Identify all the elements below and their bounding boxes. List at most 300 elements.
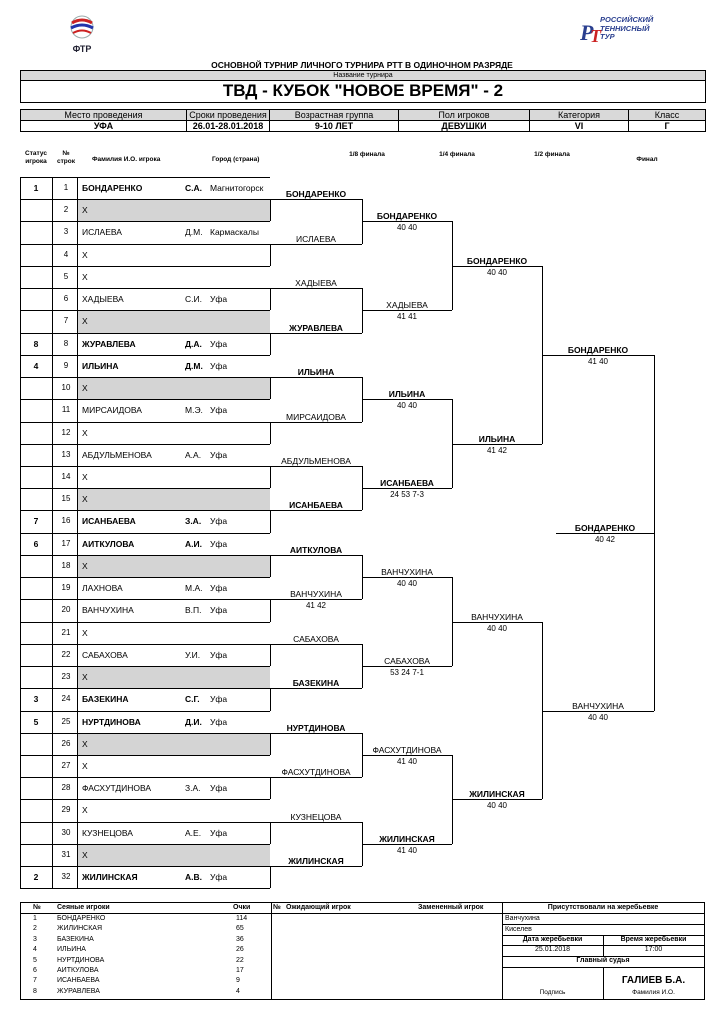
player-line-number: 18 (61, 560, 71, 570)
seed-name: ИЛЬИНА (57, 946, 86, 954)
bracket-line (452, 444, 542, 445)
player-status: 2 (33, 872, 39, 883)
seed-name: АИТКУЛОВА (57, 967, 99, 974)
row-line (77, 777, 270, 778)
bracket-line (452, 622, 542, 623)
tournament-subtitle: ОСНОВНОЙ ТУРНИР ЛИЧНОГО ТУРНИРА РТТ В ОДИНОЧНОМ РАЗРЯДЕ (211, 60, 513, 70)
qf-winner-name: ЖИЛИНСКАЯ (379, 833, 435, 844)
bracket-line (270, 422, 362, 423)
draw-date-header: Дата жеребьевки (522, 936, 583, 943)
player-name: Х (82, 672, 88, 683)
row-line (20, 177, 270, 178)
bracket-connector (270, 422, 271, 444)
player-line-number: 2 (63, 205, 69, 215)
meta-gender-header: Пол игроков (399, 110, 530, 121)
r16-winner-name: ИЛЬИНА (297, 367, 335, 378)
seeds-num-header: № (33, 904, 41, 911)
player-line-number: 7 (63, 316, 69, 326)
sf-winner-name: ВАНЧУХИНА (471, 611, 523, 622)
row-line (20, 822, 77, 823)
player-initials: А.И. (185, 538, 202, 549)
player-initials: М.А. (185, 583, 203, 594)
row-line (20, 711, 270, 712)
player-line-number: 25 (61, 716, 71, 726)
row-line (20, 888, 270, 889)
player-line-number: 23 (61, 672, 71, 682)
seed-number: 1 (33, 915, 37, 922)
row-line (20, 733, 77, 734)
player-name: НУРТДИНОВА (82, 716, 141, 727)
draw-panel (502, 902, 705, 1000)
row-line (20, 333, 77, 334)
row-line (20, 622, 270, 623)
draw-date-value: 25.01.2018 (534, 946, 571, 953)
meta-category-value: VI (530, 121, 629, 132)
sf-winner-name: ЖИЛИНСКАЯ (469, 789, 525, 800)
player-line-number: 32 (61, 872, 71, 882)
player-initials: С.Г. (185, 694, 200, 705)
seed-number: 3 (33, 935, 37, 943)
qf-winner-name: ВАНЧУХИНА (381, 567, 433, 578)
seed-points: 22 (236, 956, 244, 964)
meta-category-header: Категория (530, 110, 629, 121)
meta-class-value: Г (629, 121, 706, 132)
player-initials: У.И. (185, 649, 201, 660)
ftr-logo (62, 14, 102, 54)
row-line (77, 244, 270, 245)
bracket-line (270, 866, 362, 867)
bye-shade (77, 667, 270, 688)
bracket-line (452, 799, 542, 800)
seed-name: НУРТДИНОВА (57, 956, 105, 964)
seed-points: 65 (236, 925, 244, 933)
qf-score: 53 24 7-1 (390, 668, 424, 678)
player-name: Х (82, 560, 88, 571)
player-status: 8 (33, 338, 39, 349)
row-line (77, 466, 270, 467)
player-line-number: 8 (63, 338, 69, 348)
rtt-logo-line-3: ТУР (600, 32, 615, 41)
seeds-points-header: Очки (233, 904, 251, 911)
meta-age-value: 9-10 ЛЕТ (270, 121, 399, 132)
bracket-line (270, 822, 362, 823)
row-line (77, 510, 270, 511)
r16-winner-name: БОНДАРЕНКО (285, 189, 347, 200)
player-name: Х (82, 205, 88, 216)
player-name: ФАСХУТДИНОВА (82, 783, 152, 794)
ftr-ball-icon (62, 14, 102, 40)
meta-gender-value: ДЕВУШКИ (399, 121, 530, 132)
final-winner-name: ВАНЧУХИНА (572, 700, 624, 711)
bracket-line (270, 599, 362, 600)
col-name-header: Фамилия И.О. игрока (92, 156, 161, 163)
r16-winner-name: ВАНЧУХИНА (290, 589, 342, 600)
qf-winner-name: ФАСХУТДИНОВА (372, 744, 442, 755)
row-line (20, 599, 77, 600)
player-initials: Д.М. (185, 360, 203, 371)
draw-present-1: Ванчухина (505, 915, 540, 922)
meta-place-value: УФА (21, 121, 187, 132)
row-line (20, 644, 77, 645)
r16-winner-name: МИРСАИДОВА (286, 411, 346, 422)
meta-age-header: Возрастная группа (270, 110, 399, 121)
seed-number: 4 (33, 946, 37, 954)
final-winner-name: БОНДАРЕНКО (567, 344, 629, 355)
bracket-line (270, 644, 362, 645)
row-line (77, 422, 270, 423)
row-line (77, 822, 270, 823)
seed-number: 5 (33, 956, 37, 964)
player-city: Уфа (210, 827, 228, 838)
player-city: Уфа (210, 338, 228, 349)
player-line-number: 28 (61, 783, 71, 793)
seed-name: ЖИЛИНСКАЯ (57, 925, 103, 933)
row-line (20, 244, 77, 245)
seed-name: БАЗЕКИНА (57, 935, 94, 943)
row-line (20, 510, 77, 511)
player-city: Уфа (210, 538, 228, 549)
bracket-connector (270, 199, 271, 221)
qf-score: 41 41 (396, 312, 418, 322)
bracket-line (362, 488, 452, 489)
bracket-line (270, 377, 362, 378)
bracket-line (362, 399, 452, 400)
final-score: 41 40 (587, 356, 609, 366)
seeds-panel (20, 902, 272, 1000)
qf-winner-name: ХАДЫЕВА (386, 300, 428, 311)
ftr-logo-text: ФТР (72, 44, 92, 54)
player-name: ХАДЫЕВА (82, 294, 124, 305)
signature-label: Подпись (539, 989, 566, 996)
row-line (20, 444, 270, 445)
bracket-connector (270, 333, 271, 355)
row-line (20, 466, 77, 467)
bracket-connector (270, 688, 271, 710)
player-line-number: 10 (61, 383, 71, 393)
col-qf-header: 1/4 финала (439, 151, 475, 158)
bracket-line (270, 199, 362, 200)
qf-score: 40 40 (396, 579, 418, 589)
row-line (20, 422, 77, 423)
svg-text:Р: Р (580, 20, 594, 45)
col-num-header: № строк (57, 150, 75, 165)
row-line (77, 333, 270, 334)
player-name: БАЗЕКИНА (82, 694, 129, 705)
bracket-line (270, 244, 362, 245)
grid-line (52, 177, 53, 888)
player-line-number: 9 (63, 360, 69, 370)
player-name: Х (82, 738, 88, 749)
player-name: САБАХОВА (82, 649, 128, 660)
sf-score: 40 40 (486, 623, 508, 633)
bracket-connector (270, 733, 271, 755)
bracket-connector (270, 777, 271, 799)
seed-name: БОНДАРЕНКО (57, 915, 106, 922)
bracket-line (542, 711, 654, 712)
chief-judge-header: Главный судья (576, 957, 630, 964)
bye-shade (77, 734, 270, 755)
player-name: Х (82, 494, 88, 505)
row-line (20, 533, 270, 534)
bracket-line (362, 310, 452, 311)
bracket-line (270, 777, 362, 778)
r16-winner-name: АИТКУЛОВА (289, 544, 343, 555)
bracket-line (362, 221, 452, 222)
player-name: АИТКУЛОВА (82, 538, 135, 549)
meta-dates-header: Сроки проведения (187, 110, 270, 121)
svg-text:Т: Т (590, 26, 601, 46)
sf-score: 40 40 (486, 267, 508, 277)
row-line (77, 866, 270, 867)
player-line-number: 22 (61, 649, 71, 659)
bracket-line (270, 510, 362, 511)
player-status: 6 (33, 538, 39, 549)
row-line (20, 266, 270, 267)
row-line (20, 399, 270, 400)
r16-winner-name: АБДУЛЬМЕНОВА (281, 455, 351, 466)
player-line-number: 5 (63, 271, 69, 281)
player-name: БОНДАРЕНКО (82, 183, 143, 193)
player-name: ИСЛАЕВА (82, 227, 122, 238)
seed-points: 4 (236, 987, 240, 995)
player-line-number: 14 (61, 471, 71, 481)
bracket-connector (270, 555, 271, 577)
player-name: ВАНЧУХИНА (82, 605, 134, 616)
qf-score: 40 40 (396, 401, 418, 411)
qf-score: 24 53 7-3 (390, 490, 424, 500)
seed-number: 7 (33, 977, 37, 985)
qf-winner-name: САБАХОВА (384, 656, 430, 667)
player-city: Уфа (210, 716, 228, 727)
bracket-connector (654, 355, 655, 711)
player-line-number: 19 (61, 583, 71, 593)
player-name: Х (82, 249, 88, 260)
player-line-number: 4 (63, 249, 69, 259)
player-name: Х (82, 849, 88, 860)
bracket-line (362, 755, 452, 756)
bye-shade (77, 311, 270, 332)
player-name: ЛАХНОВА (82, 583, 123, 594)
champion-score: 40 42 (594, 534, 616, 544)
player-city: Магнитогорск (210, 183, 264, 193)
player-name: ЖУРАВЛЕВА (82, 338, 136, 349)
qf-score: 40 40 (396, 223, 418, 233)
row-line (20, 199, 77, 200)
row-line (77, 599, 270, 600)
draw-present-header: Присутствовали на жеребьевке (547, 904, 659, 911)
col-status-header: Статус игрока (25, 150, 47, 165)
row-line (20, 355, 270, 356)
player-line-number: 29 (61, 805, 71, 815)
r16-winner-name: ФАСХУТДИНОВА (281, 767, 351, 778)
final-score: 40 40 (587, 712, 609, 722)
player-city: Уфа (210, 649, 228, 660)
player-initials: Д.А. (185, 338, 202, 349)
player-name: Х (82, 627, 88, 638)
bye-shade (77, 556, 270, 577)
player-status: 7 (33, 516, 39, 527)
player-line-number: 26 (61, 738, 71, 748)
qf-score: 41 40 (396, 845, 418, 855)
col-sf-header: 1/2 финала (534, 151, 570, 158)
qf-winner-name: ИЛЬИНА (388, 389, 426, 400)
player-name: ЖИЛИНСКАЯ (82, 872, 138, 883)
r16-winner-name: ЖИЛИНСКАЯ (288, 856, 344, 867)
bye-shade (77, 845, 270, 866)
rtt-logo-line-1: РОССИЙСКИЙ (600, 15, 654, 24)
bracket-line (362, 577, 452, 578)
player-city: Уфа (210, 783, 228, 794)
player-name: Х (82, 805, 88, 816)
replaced-player-header: Замененный игрок (418, 904, 484, 911)
player-name: Х (82, 316, 88, 327)
player-name: Х (82, 271, 88, 282)
bracket-connector (270, 644, 271, 666)
col-final-header: Финал (636, 156, 658, 163)
player-city: Уфа (210, 405, 228, 416)
r16-winner-name: ИСЛАЕВА (296, 233, 336, 244)
bye-shade (77, 489, 270, 510)
rtt-logo (580, 14, 680, 48)
player-initials: З.А. (185, 516, 202, 527)
seed-points: 17 (236, 967, 244, 974)
player-initials: А.Е. (185, 827, 202, 838)
fio-label: Фамилия И.О. (632, 989, 675, 996)
r16-winner-name: ЖУРАВЛЕВА (289, 322, 343, 333)
player-line-number: 15 (61, 494, 71, 504)
player-status: 3 (33, 694, 39, 705)
player-line-number: 6 (63, 294, 69, 304)
player-initials: М.Э. (185, 405, 203, 416)
seed-name: ЖУРАВЛЕВА (57, 987, 100, 995)
player-line-number: 20 (61, 605, 71, 615)
bye-shade (77, 378, 270, 399)
bracket-connector (270, 822, 271, 844)
bracket-connector (270, 866, 271, 888)
bracket-line (542, 355, 654, 356)
r16-winner-name: ХАДЫЕВА (295, 278, 337, 289)
player-line-number: 17 (61, 538, 71, 548)
r16-winner-name: САБАХОВА (293, 633, 339, 644)
player-city: Уфа (210, 605, 228, 616)
bracket-connector (270, 377, 271, 399)
bracket-line (270, 288, 362, 289)
row-line (20, 755, 270, 756)
seed-number: 2 (33, 925, 37, 933)
r16-winner-name: БАЗЕКИНА (292, 678, 340, 689)
seed-points: 36 (236, 935, 244, 943)
sf-winner-name: БОНДАРЕНКО (466, 255, 528, 266)
player-name: ИЛЬИНА (82, 360, 119, 371)
player-name: Х (82, 760, 88, 771)
sf-winner-name: ИЛЬИНА (478, 433, 516, 444)
player-line-number: 31 (61, 849, 71, 859)
bracket-line (270, 688, 362, 689)
player-initials: Д.И. (185, 716, 202, 727)
tournament-title: ТВД - КУБОК "НОВОЕ ВРЕМЯ" - 2 (20, 80, 706, 103)
player-city: Уфа (210, 872, 228, 883)
bracket-line (452, 266, 542, 267)
draw-present-2: Киселев (505, 926, 532, 933)
player-name: МИРСАИДОВА (82, 405, 142, 416)
col-r16-header: 1/8 финала (349, 151, 385, 158)
sf-score: 41 42 (486, 445, 508, 455)
player-city: Уфа (210, 449, 228, 460)
player-city: Уфа (210, 694, 228, 705)
row-line (20, 377, 77, 378)
meta-dates-value: 26.01-28.01.2018 (187, 121, 270, 132)
bracket-line (270, 733, 362, 734)
player-name: КУЗНЕЦОВА (82, 827, 133, 838)
player-line-number: 21 (61, 627, 71, 637)
player-initials: В.П. (185, 605, 202, 616)
waiting-num-header: № (273, 904, 281, 911)
bracket-line (362, 844, 452, 845)
meta-class-header: Класс (629, 110, 706, 121)
grid-line (20, 177, 21, 888)
player-initials: С.И. (185, 294, 202, 305)
r16-score: 41 42 (305, 601, 327, 611)
bracket-connector (270, 510, 271, 532)
seeds-name-header: Сеяные игроки (57, 904, 110, 911)
bracket-line (362, 666, 452, 667)
player-city: Уфа (210, 360, 228, 371)
row-line (77, 688, 270, 689)
seed-number: 8 (33, 987, 37, 995)
sf-score: 40 40 (486, 801, 508, 811)
qf-score: 41 40 (396, 756, 418, 766)
player-status: 5 (33, 716, 39, 727)
bracket-line (270, 466, 362, 467)
player-status: 1 (33, 183, 39, 193)
seed-points: 114 (236, 915, 248, 922)
bracket-line (270, 555, 362, 556)
player-line-number: 1 (63, 183, 69, 192)
seed-points: 9 (236, 977, 240, 985)
grid-line (77, 177, 78, 888)
seed-points: 26 (236, 946, 244, 954)
draw-time-value: 17:00 (644, 946, 663, 953)
player-city: Кармаскалы (210, 227, 259, 238)
row-line (77, 288, 270, 289)
player-name: Х (82, 383, 88, 394)
col-city-header: Город (страна) (212, 156, 260, 163)
qf-winner-name: БОНДАРЕНКО (376, 211, 438, 222)
bracket-connector (270, 288, 271, 310)
player-name: АБДУЛЬМЕНОВА (82, 449, 152, 460)
chief-judge-name: ГАЛИЕВ Б.А. (621, 975, 686, 986)
meta-table (20, 109, 706, 132)
rtt-logo-line-2: ТЕННИСНЫЙ (600, 23, 650, 33)
player-line-number: 3 (63, 227, 69, 237)
waiting-panel (270, 902, 503, 1000)
qf-winner-name: ИСАНБАЕВА (380, 478, 434, 489)
player-status: 4 (33, 360, 39, 371)
seed-number: 6 (33, 967, 37, 974)
bracket-connector (270, 466, 271, 488)
r16-winner-name: КУЗНЕЦОВА (290, 811, 342, 822)
player-line-number: 24 (61, 694, 71, 704)
player-line-number: 27 (61, 760, 71, 770)
player-name: ИСАНБАЕВА (82, 516, 136, 527)
player-name: Х (82, 427, 88, 438)
row-line (20, 221, 270, 222)
player-initials: Д.М. (185, 227, 203, 238)
row-line (20, 555, 77, 556)
player-city: Уфа (210, 583, 228, 594)
row-line (20, 577, 270, 578)
waiting-player-header: Ожидающий игрок (286, 904, 351, 911)
